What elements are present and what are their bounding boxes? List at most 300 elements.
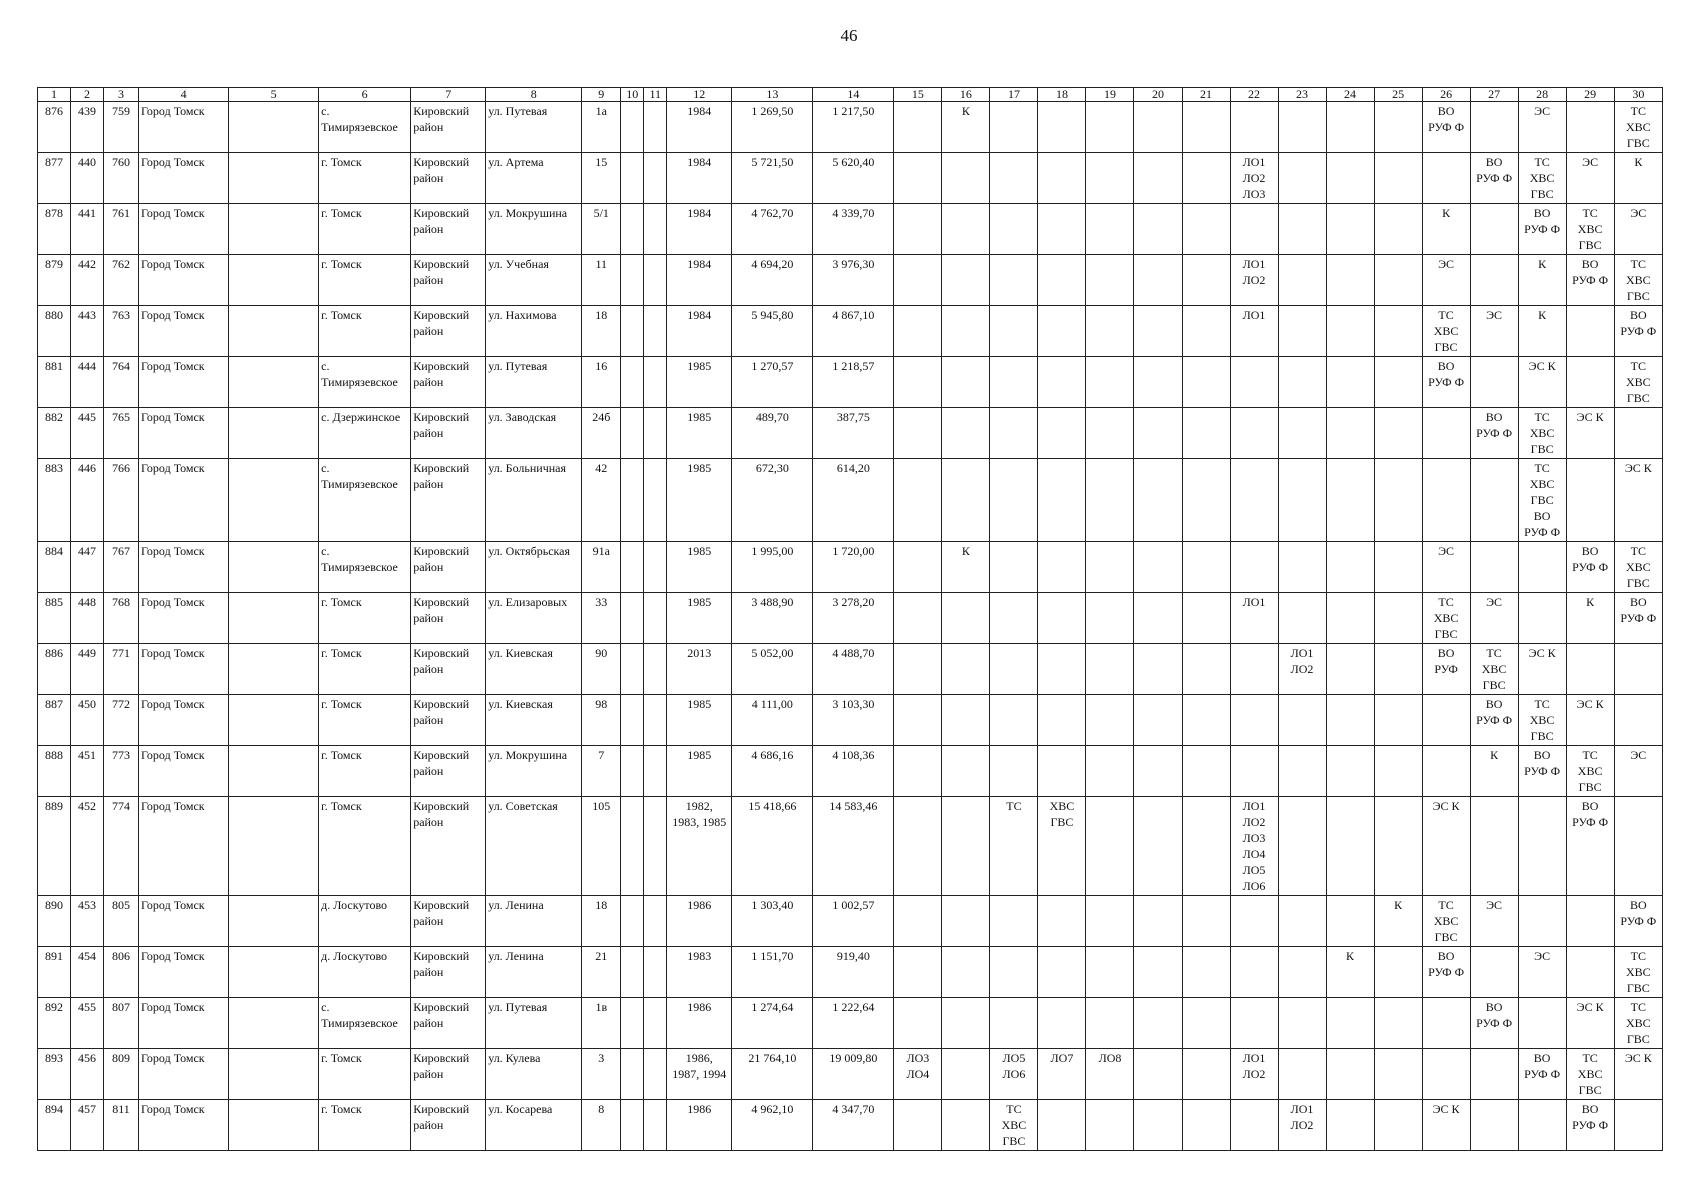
table-row — [38, 408, 1663, 459]
table-cell — [1422, 998, 1470, 1049]
column-header: 13 — [732, 88, 813, 102]
table-cell: ул. Советская — [486, 797, 582, 896]
table-cell: К — [1614, 153, 1662, 204]
table-cell — [1614, 1100, 1662, 1151]
table-cell — [1086, 306, 1134, 357]
table-cell — [1038, 998, 1086, 1049]
table-cell: 1986, 1987, 1994 — [667, 1049, 732, 1100]
table-cell — [1182, 947, 1230, 998]
table-cell — [1374, 542, 1422, 593]
table-cell: Город Томск — [139, 644, 229, 695]
table-cell: 1985 — [667, 593, 732, 644]
table-cell: Город Томск — [139, 153, 229, 204]
table-cell — [1422, 459, 1470, 542]
table-cell — [1134, 306, 1182, 357]
table-cell — [990, 542, 1038, 593]
table-cell: 4 111,00 — [732, 695, 813, 746]
table-cell — [621, 644, 644, 695]
table-cell: 1 222,64 — [813, 998, 894, 1049]
table-cell: ВО РУФ Ф — [1614, 896, 1662, 947]
table-cell: Кировский район — [411, 593, 486, 644]
table-cell — [942, 998, 990, 1049]
table-cell: 763 — [104, 306, 139, 357]
table-cell: 387,75 — [813, 408, 894, 459]
table-cell — [644, 593, 667, 644]
table-cell — [1182, 542, 1230, 593]
table-cell: ЭС К — [1518, 357, 1566, 408]
table-cell: с. Тимирязевское — [319, 542, 411, 593]
table-cell — [942, 357, 990, 408]
table-cell — [1038, 695, 1086, 746]
table-cell — [621, 797, 644, 896]
table-cell — [990, 593, 1038, 644]
table-cell: 890 — [38, 896, 71, 947]
column-header: 28 — [1518, 88, 1566, 102]
table-cell: г. Томск — [319, 593, 411, 644]
table-cell: Город Томск — [139, 204, 229, 255]
table-cell: 42 — [582, 459, 621, 542]
column-header: 12 — [667, 88, 732, 102]
table-cell — [1134, 947, 1182, 998]
table-cell: 894 — [38, 1100, 71, 1151]
table-cell — [1134, 896, 1182, 947]
column-header: 23 — [1278, 88, 1326, 102]
table-cell — [1134, 408, 1182, 459]
table-cell: Кировский район — [411, 153, 486, 204]
table-cell: 1985 — [667, 542, 732, 593]
table-cell: Город Томск — [139, 1049, 229, 1100]
table-cell: 4 488,70 — [813, 644, 894, 695]
table-cell: Город Томск — [139, 998, 229, 1049]
table-cell — [1134, 542, 1182, 593]
table-cell — [1278, 998, 1326, 1049]
table-cell: 489,70 — [732, 408, 813, 459]
table-cell: 449 — [71, 644, 104, 695]
table-cell — [894, 947, 942, 998]
table-cell: ВО РУФ Ф — [1422, 947, 1470, 998]
table-cell — [990, 204, 1038, 255]
table-cell: ул. Октябрьская — [486, 542, 582, 593]
table-cell: Кировский район — [411, 695, 486, 746]
table-cell: г. Томск — [319, 255, 411, 306]
table-cell — [1566, 102, 1614, 153]
table-cell: 766 — [104, 459, 139, 542]
table-cell — [1038, 459, 1086, 542]
table-cell: 771 — [104, 644, 139, 695]
table-cell — [1326, 644, 1374, 695]
table-cell: Кировский район — [411, 896, 486, 947]
table-cell — [894, 459, 942, 542]
table-cell — [1374, 408, 1422, 459]
table-cell: 445 — [71, 408, 104, 459]
table-cell: 439 — [71, 102, 104, 153]
table-cell: 440 — [71, 153, 104, 204]
table-cell: д. Лоскутово — [319, 947, 411, 998]
table-row — [38, 306, 1663, 357]
table-cell: 883 — [38, 459, 71, 542]
table-cell: 1 274,64 — [732, 998, 813, 1049]
table-cell — [1230, 947, 1278, 998]
table-cell — [229, 1100, 319, 1151]
table-cell — [229, 357, 319, 408]
table-cell: 441 — [71, 204, 104, 255]
table-cell — [229, 408, 319, 459]
table-cell — [1374, 947, 1422, 998]
table-cell: ЭС К — [1518, 644, 1566, 695]
table-cell: ТС ХВС ГВС — [1566, 1049, 1614, 1100]
table-cell: ЭС К — [1566, 998, 1614, 1049]
table-cell — [1566, 896, 1614, 947]
table-cell: ВО РУФ Ф — [1518, 1049, 1566, 1100]
table-cell — [1134, 1049, 1182, 1100]
table-cell — [1374, 306, 1422, 357]
table-cell — [621, 593, 644, 644]
table-cell: К — [1470, 746, 1518, 797]
table-cell — [1086, 255, 1134, 306]
table-cell: ТС ХВС ГВС — [1422, 306, 1470, 357]
table-row — [38, 459, 1663, 542]
table-cell: 446 — [71, 459, 104, 542]
table-cell — [1230, 542, 1278, 593]
table-cell — [1182, 1049, 1230, 1100]
column-header: 20 — [1134, 88, 1182, 102]
table-cell — [1230, 998, 1278, 1049]
table-cell: 1в — [582, 998, 621, 1049]
table-cell — [942, 644, 990, 695]
table-cell: ТС ХВС ГВС — [1614, 998, 1662, 1049]
table-cell — [1182, 306, 1230, 357]
table-cell — [1038, 593, 1086, 644]
table-cell: 5 721,50 — [732, 153, 813, 204]
table-cell — [1374, 1049, 1422, 1100]
table-cell — [1374, 255, 1422, 306]
table-cell — [229, 255, 319, 306]
table-row — [38, 153, 1663, 204]
table-cell — [894, 357, 942, 408]
table-cell: Город Томск — [139, 459, 229, 542]
table-cell — [1326, 408, 1374, 459]
table-cell — [644, 204, 667, 255]
table-cell — [1182, 797, 1230, 896]
table-cell: ВО РУФ Ф — [1566, 542, 1614, 593]
table-cell — [644, 695, 667, 746]
table-cell — [942, 1100, 990, 1151]
table-cell — [1230, 695, 1278, 746]
table-cell — [644, 797, 667, 896]
table-cell: г. Томск — [319, 695, 411, 746]
table-cell: ул. Мокрушина — [486, 204, 582, 255]
table-cell: Кировский район — [411, 408, 486, 459]
table-cell — [1566, 644, 1614, 695]
table-cell: 8 — [582, 1100, 621, 1151]
table-cell — [1086, 896, 1134, 947]
table-cell: Город Томск — [139, 947, 229, 998]
table-cell: 14 583,46 — [813, 797, 894, 896]
table-cell — [1230, 1100, 1278, 1151]
table-cell: 1а — [582, 102, 621, 153]
table-cell: Город Томск — [139, 357, 229, 408]
table-cell: 879 — [38, 255, 71, 306]
table-row — [38, 204, 1663, 255]
table-cell: 18 — [582, 306, 621, 357]
table-cell: 767 — [104, 542, 139, 593]
table-cell — [1086, 153, 1134, 204]
table-row — [38, 255, 1663, 306]
table-cell: К — [1518, 306, 1566, 357]
table-cell: 11 — [582, 255, 621, 306]
table-cell — [1374, 102, 1422, 153]
table-cell — [1278, 695, 1326, 746]
table-cell — [1086, 357, 1134, 408]
table-cell — [894, 746, 942, 797]
table-cell: ЭС — [1422, 542, 1470, 593]
table-cell: ЭС К — [1422, 797, 1470, 896]
table-cell: ул. Путевая — [486, 357, 582, 408]
table-cell: 3 — [582, 1049, 621, 1100]
table-cell: ТС ХВС ГВС — [1614, 542, 1662, 593]
table-cell — [1278, 593, 1326, 644]
table-cell: с. Тимирязевское — [319, 998, 411, 1049]
table-cell — [1134, 102, 1182, 153]
table-cell — [644, 947, 667, 998]
table-cell — [644, 459, 667, 542]
table-cell: ЭС К — [1614, 459, 1662, 542]
table-cell — [229, 947, 319, 998]
table-cell: 4 694,20 — [732, 255, 813, 306]
table-cell — [1278, 204, 1326, 255]
table-cell: 5/1 — [582, 204, 621, 255]
table-cell: 1 002,57 — [813, 896, 894, 947]
table-cell — [990, 102, 1038, 153]
table-cell — [621, 1100, 644, 1151]
table-cell — [990, 255, 1038, 306]
table-cell: ЛО1 ЛО2 — [1278, 644, 1326, 695]
table-cell — [990, 459, 1038, 542]
table-cell: Город Томск — [139, 255, 229, 306]
table-cell: 451 — [71, 746, 104, 797]
table-cell: Кировский район — [411, 306, 486, 357]
table-cell: ЭС — [1470, 306, 1518, 357]
table-cell — [1422, 1049, 1470, 1100]
table-cell: г. Томск — [319, 153, 411, 204]
table-cell — [1038, 408, 1086, 459]
table-cell — [942, 695, 990, 746]
table-cell — [894, 998, 942, 1049]
table-cell — [621, 1049, 644, 1100]
table-cell: 760 — [104, 153, 139, 204]
table-cell: 5 052,00 — [732, 644, 813, 695]
table-cell — [229, 644, 319, 695]
table-cell: 1986 — [667, 896, 732, 947]
table-row — [38, 1100, 1663, 1151]
table-cell: ТС ХВС ГВС — [990, 1100, 1038, 1151]
table-cell — [1086, 408, 1134, 459]
table-cell: ЭС К — [1614, 1049, 1662, 1100]
table-cell — [1038, 102, 1086, 153]
column-header: 2 — [71, 88, 104, 102]
table-cell: 882 — [38, 408, 71, 459]
table-cell: Город Томск — [139, 542, 229, 593]
table-cell: 1984 — [667, 153, 732, 204]
column-header: 17 — [990, 88, 1038, 102]
table-cell — [894, 255, 942, 306]
table-cell: г. Томск — [319, 644, 411, 695]
table-cell: К — [1374, 896, 1422, 947]
table-cell — [1038, 947, 1086, 998]
table-cell — [894, 1100, 942, 1151]
table-cell — [1326, 695, 1374, 746]
table-cell — [942, 593, 990, 644]
table-cell — [1470, 102, 1518, 153]
table-cell: 450 — [71, 695, 104, 746]
table-cell: 452 — [71, 797, 104, 896]
table-cell: 4 867,10 — [813, 306, 894, 357]
table-cell: 764 — [104, 357, 139, 408]
table-cell: с. Дзержинское — [319, 408, 411, 459]
table-cell: 1982, 1983, 1985 — [667, 797, 732, 896]
table-cell — [621, 998, 644, 1049]
table-cell — [1182, 153, 1230, 204]
table-cell: ЛО8 — [1086, 1049, 1134, 1100]
table-cell: г. Томск — [319, 204, 411, 255]
table-cell — [1038, 204, 1086, 255]
table-cell — [990, 306, 1038, 357]
table-cell — [942, 797, 990, 896]
column-header: 10 — [621, 88, 644, 102]
table-cell: ул. Больничная — [486, 459, 582, 542]
table-cell — [1278, 255, 1326, 306]
column-header: 1 — [38, 88, 71, 102]
table-cell: 3 976,30 — [813, 255, 894, 306]
table-cell — [229, 797, 319, 896]
table-row — [38, 357, 1663, 408]
table-cell — [621, 153, 644, 204]
table-cell: ЛО1 ЛО2 — [1230, 255, 1278, 306]
table-cell: ЭС К — [1566, 408, 1614, 459]
table-cell — [990, 998, 1038, 1049]
table-cell: 4 762,70 — [732, 204, 813, 255]
table-cell: ТС ХВС ГВС ВО РУФ Ф — [1518, 459, 1566, 542]
table-cell — [1566, 459, 1614, 542]
table-cell: 1 218,57 — [813, 357, 894, 408]
table-cell: 98 — [582, 695, 621, 746]
table-cell — [1086, 947, 1134, 998]
table-cell: 889 — [38, 797, 71, 896]
table-cell — [1326, 1100, 1374, 1151]
table-cell — [1278, 746, 1326, 797]
table-cell: ВО РУФ Ф — [1422, 357, 1470, 408]
table-cell — [1086, 695, 1134, 746]
table-cell — [1086, 998, 1134, 1049]
table-cell: 891 — [38, 947, 71, 998]
table-cell: 805 — [104, 896, 139, 947]
column-header: 29 — [1566, 88, 1614, 102]
table-cell: Город Томск — [139, 797, 229, 896]
table-cell — [1086, 204, 1134, 255]
table-cell: 892 — [38, 998, 71, 1049]
table-cell — [1374, 357, 1422, 408]
table-cell: Кировский район — [411, 357, 486, 408]
table-cell: Кировский район — [411, 1049, 486, 1100]
table-cell — [894, 153, 942, 204]
table-cell — [1278, 947, 1326, 998]
table-cell: 774 — [104, 797, 139, 896]
table-cell — [1038, 255, 1086, 306]
table-cell — [1374, 644, 1422, 695]
table-cell: 444 — [71, 357, 104, 408]
table-cell: ул. Елизаровых — [486, 593, 582, 644]
table-cell — [1518, 998, 1566, 1049]
table-cell: ТС ХВС ГВС — [1422, 896, 1470, 947]
column-header: 7 — [411, 88, 486, 102]
table-cell: ЭС — [1518, 947, 1566, 998]
column-header: 6 — [319, 88, 411, 102]
table-cell — [644, 1100, 667, 1151]
table-cell: 1 995,00 — [732, 542, 813, 593]
table-cell: 888 — [38, 746, 71, 797]
table-cell — [1326, 1049, 1374, 1100]
table-cell: ул. Ленина — [486, 947, 582, 998]
column-header: 9 — [582, 88, 621, 102]
table-cell: ВО РУФ Ф — [1614, 593, 1662, 644]
table-cell: 15 418,66 — [732, 797, 813, 896]
table-cell — [1326, 593, 1374, 644]
table-cell — [1374, 153, 1422, 204]
table-cell: К — [1566, 593, 1614, 644]
table-cell — [1230, 746, 1278, 797]
table-cell: 1 303,40 — [732, 896, 813, 947]
table-cell — [644, 746, 667, 797]
table-cell — [644, 153, 667, 204]
table-cell — [894, 102, 942, 153]
table-cell: ЛО7 — [1038, 1049, 1086, 1100]
table-cell — [1614, 408, 1662, 459]
table-cell: ЛО5 ЛО6 — [990, 1049, 1038, 1100]
table-cell: 1984 — [667, 306, 732, 357]
table-cell: 885 — [38, 593, 71, 644]
table-cell — [1326, 255, 1374, 306]
table-cell — [1278, 153, 1326, 204]
table-cell — [621, 204, 644, 255]
table-cell — [894, 408, 942, 459]
column-header: 21 — [1182, 88, 1230, 102]
table-cell — [1182, 896, 1230, 947]
table-cell: ЛО1 ЛО2 — [1278, 1100, 1326, 1151]
table-cell: 447 — [71, 542, 104, 593]
table-cell — [1134, 204, 1182, 255]
table-cell — [894, 695, 942, 746]
table-cell — [229, 998, 319, 1049]
table-cell: ЛО1 ЛО2 ЛО3 ЛО4 ЛО5 ЛО6 — [1230, 797, 1278, 896]
table-cell — [1566, 357, 1614, 408]
table-cell — [894, 542, 942, 593]
table-cell — [1038, 306, 1086, 357]
table-cell — [1086, 542, 1134, 593]
table-cell: 880 — [38, 306, 71, 357]
table-cell — [644, 998, 667, 1049]
table-cell: ВО РУФ Ф — [1518, 204, 1566, 255]
table-cell — [894, 644, 942, 695]
table-cell — [942, 746, 990, 797]
table-cell — [942, 1049, 990, 1100]
table-cell: 759 — [104, 102, 139, 153]
table-cell — [1230, 357, 1278, 408]
table-cell — [990, 644, 1038, 695]
table-cell: г. Томск — [319, 306, 411, 357]
table-cell: 2013 — [667, 644, 732, 695]
table-cell — [1326, 797, 1374, 896]
table-cell — [1038, 1100, 1086, 1151]
